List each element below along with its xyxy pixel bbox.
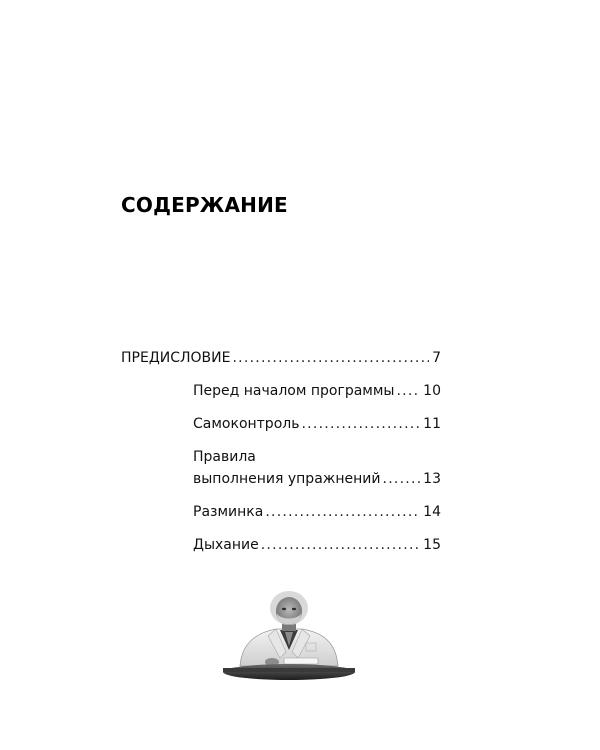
toc-leader-dots [299,412,420,436]
toc-leader-dots [230,346,429,370]
toc-entry-self-control[interactable] [193,412,441,436]
toc-entry-page: 13 [423,471,441,487]
toc-leader-dots [381,467,421,491]
toc-entry-page: 11 [423,416,441,432]
toc-entry-breathing[interactable] [193,533,441,557]
toc-entry-page: 15 [423,537,441,553]
toc-leader-dots [259,533,420,557]
toc-entry-rules-line1[interactable] [193,445,441,469]
toc-entry-page: 7 [432,350,441,366]
doctor-portrait-icon [222,588,356,680]
toc-entry-label: Разминка [193,504,264,520]
toc-entry-label: Самоконтроль [193,416,300,432]
toc-leader-dots [394,379,420,403]
toc-entry-preface[interactable] [121,346,441,370]
toc-entry-label: выполнения упражнений [193,471,381,487]
page-title: СОДЕРЖАНИЕ [121,193,288,217]
toc-entry-label: ПРЕДИСЛОВИЕ [121,350,231,366]
toc-entry-label: Дыхание [193,537,259,553]
toc-entry-rules[interactable] [193,467,441,491]
toc-entry-before-start[interactable] [193,379,441,403]
toc-entry-warmup[interactable] [193,500,441,524]
toc-entry-label: Перед началом программы [193,383,395,399]
toc-entry-page: 14 [423,504,441,520]
toc-entry-label: Правила [193,449,256,465]
toc-leader-dots [263,500,420,524]
toc-entry-page: 10 [423,383,441,399]
